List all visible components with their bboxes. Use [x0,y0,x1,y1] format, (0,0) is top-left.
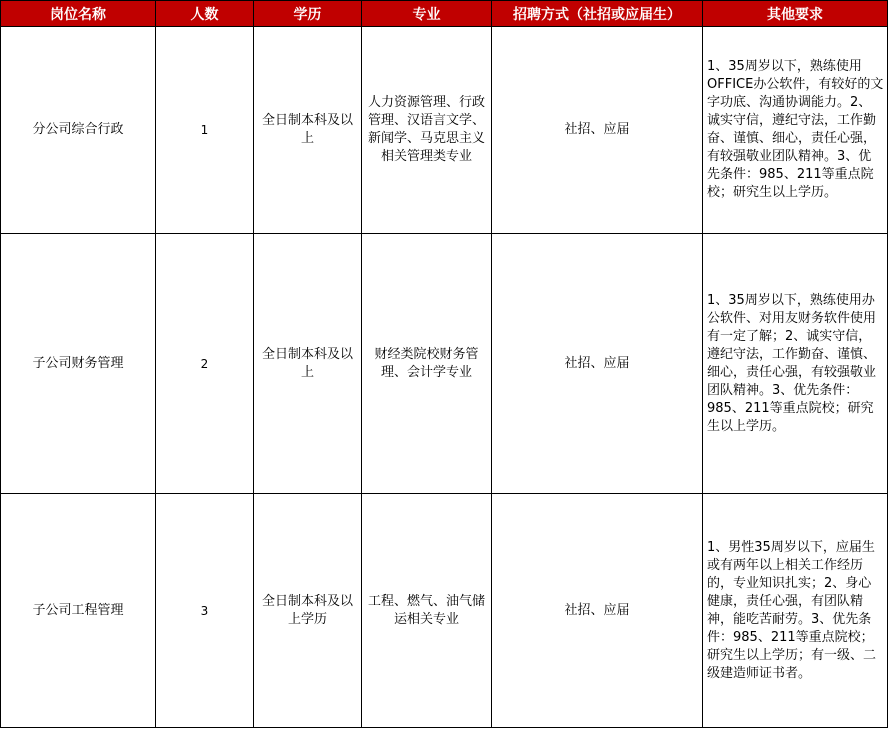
header-method: 招聘方式（社招或应届生） [492,1,703,27]
major-cell: 财经类院校财务管理、会计学专业 [362,234,492,494]
requirements-cell: 1、35周岁以下，熟练使用OFFICE办公软件，有较好的文字功底、沟通协调能力。2、诚实守信，遵纪守法，工作勤奋、谨慎、细心，责任心强，有较强敬业团队精神。3、优先条件：985、211等重点院校；研究生以上学历。 [703,27,888,234]
table-row [1,234,888,494]
requirements-cell: 1、35周岁以下，熟练使用办公软件、对用友财务软件使用有一定了解；2、诚实守信，遵纪守法，工作勤奋、谨慎、细心，责任心强，有较强敬业团队精神。3、优先条件：985、211等重点院校；研究生以上学历。 [703,234,888,494]
table-row [1,27,888,234]
education-cell: 全日制本科及以上学历 [254,494,362,728]
method-cell: 社招、应届 [492,234,703,494]
header-row [1,1,888,27]
education-cell: 全日制本科及以上 [254,234,362,494]
count-cell: 1 [156,27,254,234]
table-row [1,494,888,728]
header-count: 人数 [156,1,254,27]
header-position: 岗位名称 [1,1,156,27]
header-requirements: 其他要求 [703,1,888,27]
major-cell: 人力资源管理、行政管理、汉语言文学、新闻学、马克思主义相关管理类专业 [362,27,492,234]
count-cell: 3 [156,494,254,728]
requirements-cell: 1、男性35周岁以下，应届生或有两年以上相关工作经历的，专业知识扎实；2、身心健康，责任心强，有团队精神，能吃苦耐劳。3、优先条件：985、211等重点院校；研究生以上学历；有一级、二级建造师证书者。 [703,494,888,728]
header-education: 学历 [254,1,362,27]
position-cell: 子公司工程管理 [1,494,156,728]
position-cell: 子公司财务管理 [1,234,156,494]
method-cell: 社招、应届 [492,27,703,234]
method-cell: 社招、应届 [492,494,703,728]
header-major: 专业 [362,1,492,27]
education-cell: 全日制本科及以上 [254,27,362,234]
position-cell: 分公司综合行政 [1,27,156,234]
count-cell: 2 [156,234,254,494]
major-cell: 工程、燃气、油气储运相关专业 [362,494,492,728]
